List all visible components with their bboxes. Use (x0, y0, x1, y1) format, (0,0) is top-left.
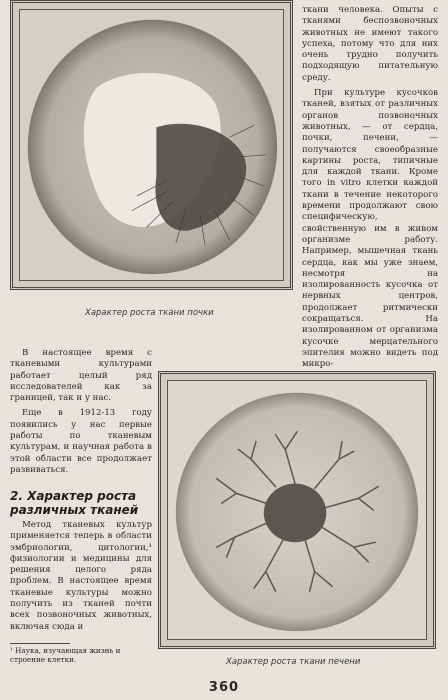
paragraph: В настоящее время с тканевыми культурами работает целый ряд исследователей как за границей, так и у нас. (10, 348, 152, 404)
paragraph: При культуре кусочков тканей, взятых от различных органов позвоночных животных, — от сердца, почки, печени, — получаются своеобразные картины роста, типичные для каждой ткани. Кроме того in vitro клетки каждой ткани в течение некоторого времени продолжают свою специфическую, свойственную им в живом организме работу. Например, мышечная ткань сердца, как мы уже знаем, несмотря на изолированность кусочка от нервных центров, продолжает ритмически сокращаться. На изолированном от организма кусочке мерцательного эпителия можно видеть под микро- (302, 88, 438, 370)
kidney-photo (19, 9, 284, 281)
paragraph: ткани человека. Опыты с тканями беспозвоночных животных не имеют такого успеха, потому что для них очень трудно получить подходящую питательную среду. (302, 5, 438, 83)
figure-liver-caption: Характер роста ткани печени (226, 657, 361, 667)
figure-liver (158, 371, 436, 649)
liver-photo (167, 380, 427, 640)
left-column-top (10, 348, 152, 476)
top-right-column (302, 5, 438, 371)
paragraph: Еще в 1912-13 году появились у нас первые работы по тканевым культурам, и научная работа в этой области все продолжает развиваться. (10, 408, 152, 475)
paragraph: Метод тканевых культур применяется теперь в области эмбриологии, цитологии,¹ физиологии и медицины для решения целого ряда проблем. В настоящее время тканевые культуры можно получить из тканей почти всех позвоночных животных, включая сюда и (10, 520, 152, 632)
figure-kidney-caption: Характер роста ткани почки (85, 308, 214, 318)
left-column-bottom (10, 520, 152, 633)
page-number: 360 (208, 680, 240, 695)
figure-kidney (10, 0, 293, 290)
footnote-rule (10, 643, 70, 644)
footnote: ¹ Наука, изучающая жизнь и строение клетки. (10, 646, 121, 664)
section-heading: 2. Характер роста различных тканей (10, 489, 139, 517)
